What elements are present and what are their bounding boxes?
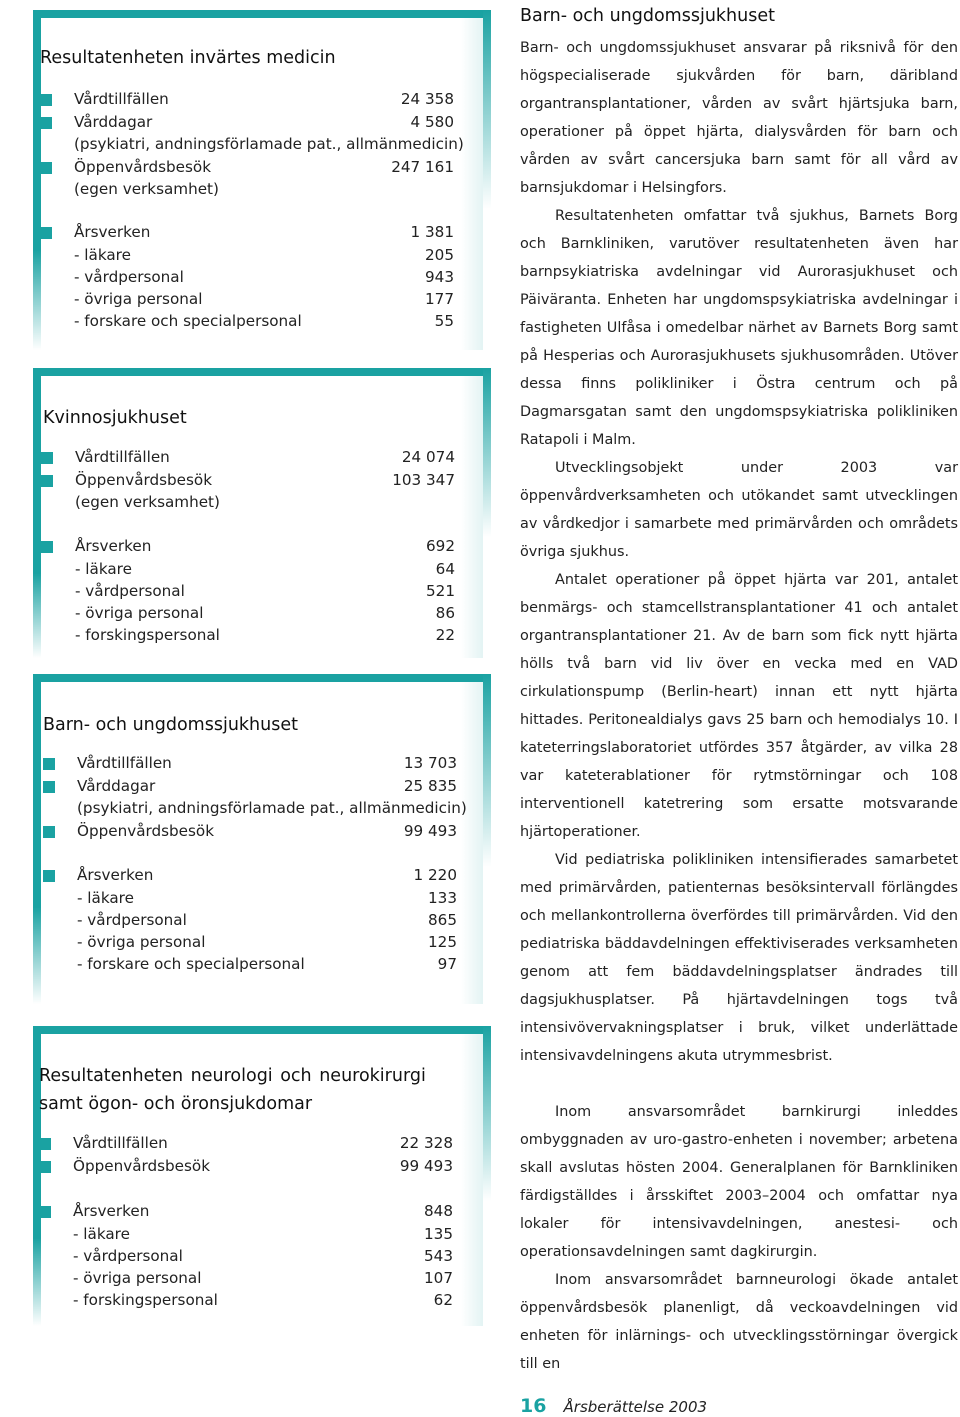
stat-label: - övriga personal — [74, 290, 203, 308]
box-title-line1: Resultatenheten neurologi och neurokirurgi — [39, 1066, 426, 1086]
stat-row — [75, 604, 455, 626]
paragraph-child-surgery: Inom ansvarsområdet barnkirurgi inleddes ombyggnaden av uro-gastro-enheten i november; arbetena skall avslutas hösten 2004. Generalplanen för Barnkliniken färdigställdes i årsskiftet 2003–2004 och omfattar nya lokaler för intensivavdelningen, anestesi- och operationsavdelningen samt dagkirurgin. — [520, 1104, 958, 1260]
stat-value: 247 161 — [391, 158, 454, 176]
stat-value: 55 — [434, 312, 454, 330]
stat-row — [75, 626, 455, 648]
box-title: Barn- och ungdomssjukhuset — [43, 715, 298, 735]
stat-label: Årsverken — [73, 1202, 150, 1220]
stat-value: 22 328 — [399, 1134, 453, 1152]
stat-row — [77, 911, 457, 933]
stat-row — [73, 1247, 453, 1269]
stat-row — [77, 866, 457, 888]
stat-value: 62 — [433, 1291, 453, 1309]
stat-label: - övriga personal — [77, 933, 206, 951]
square-bullet-icon — [39, 1138, 51, 1150]
stat-value: 4 580 — [410, 113, 454, 131]
stat-label: (egen verksamhet) — [74, 180, 219, 198]
stat-label: - övriga personal — [73, 1269, 202, 1287]
stat-row — [73, 1134, 453, 1156]
stat-label: (egen verksamhet) — [75, 493, 220, 511]
stat-value: 13 703 — [403, 754, 457, 772]
square-bullet-icon — [43, 781, 55, 793]
stat-row — [77, 777, 457, 799]
stat-value: 25 835 — [403, 777, 457, 795]
stat-row — [73, 1269, 453, 1291]
stat-row — [74, 290, 454, 312]
footer-text: Årsberättelse 2003 — [563, 1398, 708, 1416]
stat-row — [74, 135, 464, 157]
stat-row — [74, 223, 454, 245]
stat-label: - forskingspersonal — [75, 626, 220, 644]
stat-value: 97 — [437, 955, 457, 973]
box-title: Kvinnosjukhuset — [43, 408, 187, 428]
stat-value: 692 — [426, 537, 455, 555]
stat-label: Öppenvårdsbesök — [75, 471, 213, 489]
stat-value: 64 — [435, 560, 455, 578]
stat-row — [75, 493, 455, 515]
stat-label: Öppenvårdsbesök — [73, 1157, 211, 1175]
stat-row — [77, 933, 457, 955]
stat-value: 107 — [424, 1269, 453, 1287]
stat-value: 848 — [424, 1202, 453, 1220]
stat-value: 205 — [425, 246, 454, 264]
stat-value: 135 — [424, 1225, 453, 1243]
stat-row — [73, 1225, 453, 1247]
stat-value: 1 381 — [410, 223, 454, 241]
stat-label: Öppenvårdsbesök — [74, 158, 212, 176]
stat-label: Årsverken — [77, 866, 154, 884]
stat-label: - läkare — [73, 1225, 130, 1243]
stat-value: 103 347 — [392, 471, 455, 489]
stat-value: 865 — [428, 911, 457, 929]
stat-label: - läkare — [77, 889, 134, 907]
stat-label: - forskingspersonal — [73, 1291, 218, 1309]
stat-row — [77, 799, 467, 821]
stat-row — [77, 889, 457, 911]
stat-row — [74, 158, 454, 180]
stat-row — [77, 754, 457, 776]
paragraph-units: Resultatenheten omfattar två sjukhus, Barnets Borg och Barnkliniken, varutöver resultatenheten även har barnpsykiatriska avdelningar vid Aurorasjukhuset och Päiväranta. Enheten har ungdomspsykiatriska avdelningar i fastigheten Ulfåsa i omedelbar närhet av Barnets Borg samt på Hesperias och Aurorasjukhusets sjukhusområden. Utöver dessa finns polikliniker i Östra centrum och på Dagmarsgatan samt den ungdomspsykiatriska polikliniken Ratapoli i Malm. — [520, 208, 958, 448]
stat-row — [75, 448, 455, 470]
stat-label: Vårdtillfällen — [74, 90, 169, 108]
stat-value: 22 — [435, 626, 455, 644]
stat-row — [75, 471, 455, 493]
stat-value: 133 — [428, 889, 457, 907]
stat-value: 1 220 — [413, 866, 457, 884]
stat-label: - forskare och specialpersonal — [74, 312, 302, 330]
stat-label: (psykiatri, andningsförlamade pat., allmänmedicin) — [74, 135, 464, 153]
stat-label: Öppenvårdsbesök — [77, 822, 215, 840]
square-bullet-icon — [40, 162, 52, 174]
stat-row — [77, 822, 457, 844]
stat-label: - läkare — [74, 246, 131, 264]
box-title-line2: samt ögon- och öronsjukdomar — [39, 1094, 313, 1114]
stat-value: 543 — [424, 1247, 453, 1265]
paragraph-pediatric-clinic: Vid pediatriska polikliniken intensifierades samarbetet med primärvården, patienternas besöksintervall förlängdes och mellankontrollerna överfördes till primärvården. Vid den pediatriska bäddavdelningen effektiviserades verksamheten genom att fem bäddavdelningsplatser ändrades till dagsjukhusplatser. På hjärtavdelningen togs två intensivövervakningsplatser i bruk, vilket underlättade intensivavdelningens akuta utrymmesbrist. — [520, 852, 958, 1064]
stat-label: Vårddagar — [77, 777, 156, 795]
stat-row — [75, 582, 455, 604]
stat-label: - vårdpersonal — [74, 268, 184, 286]
square-bullet-icon — [43, 758, 55, 770]
stats-box-childrens-hospital — [33, 674, 483, 1004]
stat-value: 99 493 — [403, 822, 457, 840]
stat-row — [75, 560, 455, 582]
box-title: Resultatenheten invärtes medicin — [40, 48, 336, 68]
square-bullet-icon — [43, 870, 55, 882]
stat-value: 24 358 — [400, 90, 454, 108]
stat-row — [74, 90, 454, 112]
stat-row — [77, 955, 457, 977]
stat-row — [74, 312, 454, 334]
stat-value: 86 — [435, 604, 455, 622]
stats-box-womens-hospital — [33, 368, 483, 658]
stats-box-internal-medicine — [33, 10, 483, 350]
paragraph-operations: Antalet operationer på öppet hjärta var 201, antalet benmärgs- och stamcellstransplantationer 41 och antalet organtransplantationer 21. Av de barn som fick nytt hjärta hölls två barn vid liv över en vecka med en VAD cirkulationspump (Berlin-heart) innan ett nytt hjärta hittades. Peritonealdialys gavs 25 barn och hemodialys 10. I kateterringslaboratoriet utfördes 357 åtgärder, av vilka 28 var kateterablationer för rytmstörningar och 108 interventionell katetrering som ersatte motsvarande hjärtoperationer. — [520, 572, 958, 840]
stat-value: 125 — [428, 933, 457, 951]
stat-row — [74, 180, 454, 202]
square-bullet-icon — [40, 94, 52, 106]
stat-label: Vårdtillfällen — [75, 448, 170, 466]
paragraph-intro: Barn- och ungdomssjukhuset ansvarar på riksnivå för den högspecialiserade sjukvården för barn, däribland organtransplantationer, vården av svårt hjärtsjuka barn, operationer på öppet hjärta, dialysvården för barn och vården av svårt cancersjuka barn samt för all vård av barnsjukdomar i Helsingfors. — [520, 40, 958, 196]
square-bullet-icon — [40, 227, 52, 239]
square-bullet-icon — [41, 452, 53, 464]
stat-label: Årsverken — [75, 537, 152, 555]
square-bullet-icon — [41, 541, 53, 553]
stats-box-neurology — [33, 1026, 483, 1326]
stat-label: - övriga personal — [75, 604, 204, 622]
stat-row — [74, 113, 454, 135]
stat-label: Vårdtillfällen — [73, 1134, 168, 1152]
paragraph-child-neurology: Inom ansvarsområdet barnneurologi ökade antalet öppenvårdsbesök planenligt, då veckoavdelningen vid enheten för inlärnings- och utvecklingsstörningar övergick till en — [520, 1272, 958, 1372]
square-bullet-icon — [41, 475, 53, 487]
stat-value: 99 493 — [399, 1157, 453, 1175]
stat-value: 521 — [426, 582, 455, 600]
section-title: Barn- och ungdomssjukhuset — [520, 6, 775, 26]
stat-label: - vårdpersonal — [77, 911, 187, 929]
stat-row — [75, 537, 455, 559]
stat-row — [73, 1291, 453, 1313]
stat-row — [73, 1202, 453, 1224]
stat-value: 24 074 — [401, 448, 455, 466]
stat-label: Vårdtillfällen — [77, 754, 172, 772]
square-bullet-icon — [39, 1206, 51, 1218]
square-bullet-icon — [40, 117, 52, 129]
page-number: 16 — [520, 1395, 547, 1417]
stat-label: Vårddagar — [74, 113, 153, 131]
page-footer — [520, 1395, 707, 1417]
stat-row — [73, 1157, 453, 1179]
square-bullet-icon — [43, 826, 55, 838]
paragraph-development: Utvecklingsobjekt under 2003 var öppenvårdverksamheten och utökandet samt utvecklingen av vårdkedjor i samarbete med primärvården och områdets övriga sjukhus. — [520, 460, 958, 560]
stat-row — [74, 268, 454, 290]
stat-row — [74, 246, 454, 268]
stat-label: - vårdpersonal — [75, 582, 185, 600]
stat-label: - läkare — [75, 560, 132, 578]
stat-label: - forskare och specialpersonal — [77, 955, 305, 973]
stat-value: 943 — [425, 268, 454, 286]
stat-label: (psykiatri, andningsförlamade pat., allmänmedicin) — [77, 799, 467, 817]
stat-label: - vårdpersonal — [73, 1247, 183, 1265]
square-bullet-icon — [39, 1161, 51, 1173]
stat-value: 177 — [425, 290, 454, 308]
stat-label: Årsverken — [74, 223, 151, 241]
